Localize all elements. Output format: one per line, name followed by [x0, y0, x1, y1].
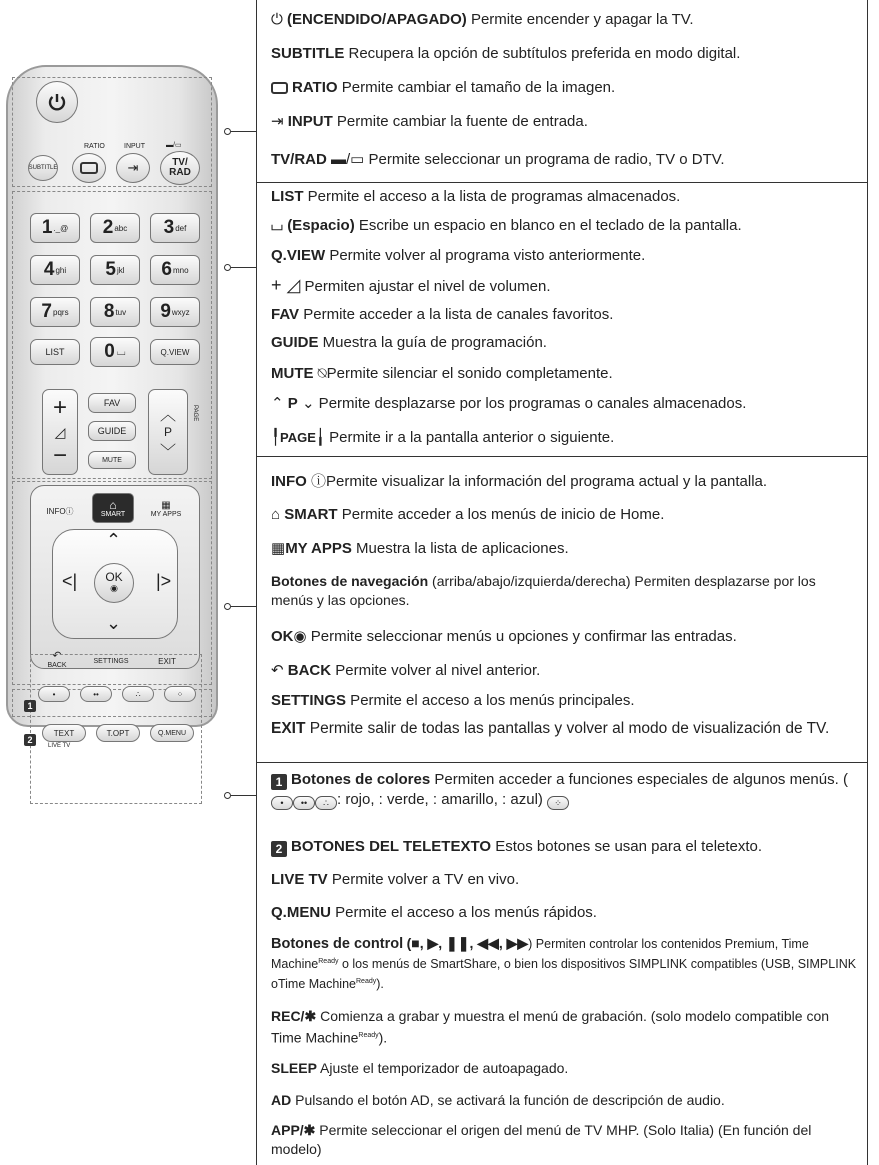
desc-control: Botones de control (■, ▶, ❚❚, ◀◀, ▶▶) Permiten controlar los contenidos Premium, Time Machine$^{Ready}$ o los menús de SmartShare, o bien los dispositivos SIMPLINK compatibles (USB, SIMPLINK oTime Machine$^{Ready}$). — [271, 935, 857, 992]
nav-left-icon[interactable]: <| — [62, 571, 78, 591]
desc-guide: GUIDE Muestra la guía de programación. — [271, 334, 547, 351]
subtitle-button[interactable]: SUBTITLE — [28, 155, 58, 181]
num-2-digit: 2 — [102, 217, 114, 238]
num-5-letters: jkl — [117, 265, 125, 275]
space-icon: ⌴ — [116, 345, 126, 358]
program-label: P — [163, 425, 172, 439]
badge-1: 1 — [24, 700, 36, 712]
tvrad-icon-label: ▬/▭ — [166, 142, 182, 149]
num-2-button[interactable] — [90, 213, 140, 243]
connector-line-2 — [231, 267, 256, 268]
num-9-digit: 9 — [160, 301, 171, 322]
volume-icon: + ◿ — [271, 275, 301, 295]
exit-button[interactable]: EXIT — [158, 656, 176, 666]
back-arrow-icon: ↶ — [271, 662, 284, 679]
section-2 — [257, 183, 867, 457]
qmenu-button[interactable]: Q.MENU — [150, 724, 194, 742]
num-9-letters: wxyz — [171, 307, 190, 317]
badge-2: 2 — [24, 734, 36, 746]
page-down-icon: ╽ — [315, 429, 325, 446]
program-rocker[interactable] — [148, 389, 188, 475]
desc-colors: 1 Botones de colores Permiten acceder a funciones especiales de algunos menús. (• •• ∴ : rojo, : verde, : amarillo, : azul) ⁘ — [271, 770, 859, 810]
program-down-icon: ﹀ — [159, 444, 176, 461]
connector-dot-2 — [224, 264, 231, 271]
ratio-icon — [271, 82, 288, 94]
zero-button[interactable] — [90, 337, 140, 367]
badge-2: 2 — [271, 841, 287, 857]
green-pill-icon: •• — [293, 796, 315, 810]
ratio-icon — [80, 162, 98, 174]
desc-teletext: 2 BOTONES DEL TELETEXTO Estos botones se usan para el teletexto. — [271, 837, 859, 857]
zero-digit: 0 — [104, 341, 115, 362]
num-1-letters: ._@ — [53, 223, 69, 233]
desc-mute: MUTE ⍉Permite silenciar el sonido completamente. — [271, 365, 613, 382]
myapps-label: MY APPS — [150, 510, 182, 518]
desc-tvrad: TV/RAD ▬/▭ Permite seleccionar un programa de radio, TV o DTV. — [271, 151, 725, 168]
settings-button[interactable]: SETTINGS — [93, 657, 129, 665]
num-4-letters: ghi — [55, 265, 67, 275]
num-8-letters: tuv — [115, 307, 127, 317]
desc-sleep: SLEEP Ajuste el temporizador de autoapagado. — [271, 1060, 569, 1076]
section-4 — [257, 763, 867, 1165]
desc-livetv: LIVE TV Permite volver a TV en vivo. — [271, 871, 520, 888]
num-4-digit: 4 — [43, 259, 55, 280]
mute-button[interactable]: MUTE — [88, 451, 136, 469]
desc-input: ⇥ INPUT Permite cambiar la fuente de entrada. — [271, 113, 588, 130]
desc-subtitle: SUBTITLE Recupera la opción de subtítulos preferida en modo digital. — [271, 45, 741, 62]
red-button[interactable]: • — [38, 686, 70, 702]
smart-button[interactable] — [92, 493, 134, 523]
description-table — [256, 0, 868, 1165]
chevron-down-icon: ⌄ — [301, 395, 315, 412]
desc-qmenu: Q.MENU Permite el acceso a los menús rápidos. — [271, 904, 597, 921]
back-label: BACK — [47, 662, 67, 669]
text-button[interactable]: TEXT — [42, 724, 86, 742]
apps-grid-icon: ▦ — [161, 499, 171, 511]
green-button[interactable]: •• — [80, 686, 112, 702]
ratio-label: RATIO — [84, 143, 105, 150]
section-3 — [257, 457, 867, 763]
list-button[interactable]: LIST — [30, 339, 80, 365]
input-icon: ⇥ — [127, 160, 139, 175]
info-icon: ⓘ — [306, 473, 327, 490]
red-pill-icon: • — [271, 796, 293, 810]
desc-info: INFO ⓘPermite visualizar la información del programa actual y la pantalla. — [271, 473, 768, 490]
numpad — [30, 213, 200, 345]
blue-button[interactable]: ⁘ — [164, 686, 196, 702]
control-icons: (■, ▶, ❚❚, ◀◀, ▶▶ — [406, 935, 529, 951]
program-up-icon: ︿ — [159, 407, 176, 424]
desc-rec: REC/✱ Comienza a grabar y muestra el menú de grabación. (solo modelo compatible con Time Machine$^{Ready}$). — [271, 1008, 830, 1046]
desc-back: ↶ BACK Permite volver al nivel anterior. — [271, 662, 541, 679]
topt-button[interactable]: T.OPT — [96, 724, 140, 742]
myapps-button[interactable] — [140, 495, 192, 523]
page-side-label: PAGE — [192, 405, 198, 422]
input-icon: ⇥ — [271, 113, 284, 130]
num-9-button[interactable] — [150, 297, 200, 327]
nav-up-icon[interactable]: ⌃ — [106, 530, 122, 550]
input-button[interactable] — [116, 153, 150, 183]
volume-plus-icon: + — [52, 394, 67, 421]
fav-button[interactable]: FAV — [88, 393, 136, 413]
nav-down-icon[interactable]: ⌄ — [106, 613, 122, 633]
yellow-pill-icon: ∴ — [315, 796, 337, 810]
badge-1: 1 — [271, 774, 287, 790]
desc-list: LIST Permite el acceso a la lista de programas almacenados. — [271, 188, 681, 205]
num-4-button[interactable] — [30, 255, 80, 285]
num-6-button[interactable] — [150, 255, 200, 285]
page-up-icon: ╿ — [271, 429, 281, 446]
tvrad-icon: ▬/▭ — [326, 151, 365, 168]
apps-grid-icon: ▦ — [271, 540, 286, 557]
connector-dot-1 — [224, 128, 231, 135]
chevron-up-icon: ⌃ — [271, 395, 284, 412]
num-1-digit: 1 — [41, 217, 53, 238]
connector-dot-3 — [224, 603, 231, 610]
yellow-button[interactable]: ∴ — [122, 686, 154, 702]
livetv-label: LIVE TV — [48, 743, 71, 749]
volume-minus-icon: − — [52, 442, 67, 469]
desc-power: ⏻ (ENCENDIDO/APAGADO) Permite encender y apagar la TV. — [271, 11, 694, 28]
desc-fav: FAV Permite acceder a la lista de canales favoritos. — [271, 306, 614, 323]
desc-exit: EXIT Permite salir de todas las pantallas y volver al modo de visualización de TV. — [271, 720, 830, 737]
back-arrow-icon: ↶ — [52, 650, 62, 662]
power-button[interactable] — [36, 81, 78, 123]
desc-qview: Q.VIEW Permite volver al programa visto anteriormente. — [271, 247, 646, 264]
num-3-button[interactable] — [150, 213, 200, 243]
qview-button[interactable]: Q.VIEW — [150, 339, 200, 365]
section-1 — [257, 0, 867, 183]
desc-settings: SETTINGS Permite el acceso a los menús principales. — [271, 692, 635, 709]
input-label: INPUT — [124, 143, 145, 150]
connector-line-3 — [231, 606, 256, 607]
space-icon: ⌴ — [271, 217, 284, 234]
num-7-button[interactable] — [30, 297, 80, 327]
num-3-letters: def — [175, 223, 187, 233]
info-icon: ⓘ — [65, 506, 74, 516]
desc-space: ⌴ (Espacio) Escribe un espacio en blanco en el teclado de la pantalla. — [271, 217, 742, 234]
power-icon — [46, 91, 68, 113]
info-button[interactable] — [36, 499, 84, 523]
num-5-button[interactable] — [90, 255, 140, 285]
tv-rad-button[interactable]: TV/ RAD — [160, 151, 200, 185]
connector-dot-4 — [224, 792, 231, 799]
num-7-digit: 7 — [41, 301, 52, 322]
info-label: INFO — [46, 506, 66, 516]
desc-ad: AD Pulsando el botón AD, se activará la función de descripción de audio. — [271, 1092, 725, 1108]
desc-smart: ⌂ SMART Permite acceder a los menús de inicio de Home. — [271, 506, 665, 523]
desc-page: ╿PAGE╽ Permite ir a la pantalla anterior o siguiente. — [271, 429, 615, 446]
desc-ratio: RATIO Permite cambiar el tamaño de la imagen. — [271, 78, 859, 97]
desc-myapps: ▦MY APPS Muestra la lista de aplicaciones. — [271, 540, 569, 557]
ratio-button[interactable] — [72, 153, 106, 183]
remote-lower — [6, 620, 218, 810]
home-icon: ⌂ — [271, 506, 281, 523]
guide-button[interactable]: GUIDE — [88, 421, 136, 441]
ok-button[interactable] — [94, 563, 134, 603]
num-8-digit: 8 — [103, 301, 115, 322]
connector-line-1 — [231, 131, 256, 132]
connector-line-4 — [231, 795, 256, 796]
num-2-letters: abc — [114, 223, 128, 233]
desc-program: ⌃ P ⌄ Permite desplazarse por los programas o canales almacenados. — [271, 395, 747, 412]
volume-icon: ◿ — [54, 424, 66, 440]
num-6-digit: 6 — [161, 259, 172, 280]
volume-rocker[interactable] — [42, 389, 78, 475]
desc-ok: OK◉ Permite seleccionar menús u opciones y confirmar las entradas. — [271, 628, 737, 645]
mute-icon: ⍉ — [313, 365, 327, 382]
home-icon: ⌂ — [109, 497, 117, 512]
ok-dot-icon: ◉ — [293, 628, 307, 645]
num-3-digit: 3 — [163, 217, 175, 238]
num-1-button[interactable] — [30, 213, 80, 243]
desc-navigation: Botones de navegación (arriba/abajo/izquierda/derecha) Permiten desplazarse por los menús y las opciones. — [271, 573, 816, 608]
power-icon: ⏻ — [271, 11, 283, 28]
desc-app: APP/✱ Permite seleccionar el origen del menú de TV MHP. (Solo Italia) (En función del modelo) — [271, 1122, 812, 1157]
smart-label: SMART — [100, 510, 126, 518]
num-7-letters: pqrs — [53, 307, 69, 317]
ready-sup: Ready — [358, 1032, 379, 1039]
num-5-digit: 5 — [105, 259, 116, 280]
num-6-letters: mno — [173, 265, 189, 275]
num-8-button[interactable] — [90, 297, 140, 327]
blue-pill-icon: ⁘ — [547, 796, 569, 810]
ready-sup: Ready — [356, 978, 377, 986]
nav-right-icon[interactable]: |> — [156, 571, 172, 591]
desc-volume: + ◿ Permiten ajustar el nivel de volumen. — [271, 275, 551, 295]
ready-sup: Ready — [318, 958, 339, 965]
ok-label: OK — [105, 570, 123, 584]
ok-dot-icon: ◉ — [110, 583, 118, 593]
